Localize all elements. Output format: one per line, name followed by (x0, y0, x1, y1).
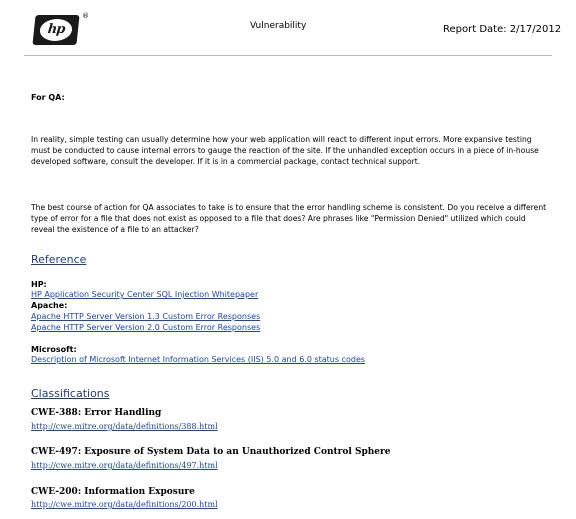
report-header (0, 0, 576, 56)
apache-heading: Apache: (31, 301, 68, 310)
registered-mark: ® (82, 12, 89, 20)
hp-whitepaper-link[interactable]: HP Application Security Center SQL Injection Whitepaper (31, 290, 259, 299)
hp-logo-circle (39, 19, 73, 41)
cwe-200-link[interactable]: http://cwe.mitre.org/data/definitions/200.html (31, 500, 218, 509)
cwe-200-title: CWE-200: Information Exposure (31, 487, 195, 497)
qa-paragraph-1: In reality, simple testing can usually determine how your web application will react to different input errors. More expansive testing must be conducted to cause internal errors to gauge the reaction of the site. If the unhandled exception occurs in a piece of in-house developed software, consult the developer. If it is in a commercial package, contact technical support. (31, 135, 539, 166)
hp-logo-text: hp (46, 22, 66, 37)
apache-13-link[interactable]: Apache HTTP Server Version 1.3 Custom Error Responses (31, 312, 261, 321)
qa-heading: For QA: (31, 93, 65, 102)
cwe-497-title: CWE-497: Exposure of System Data to an Unauthorized Control Sphere (31, 447, 391, 457)
report-date: Report Date: 2/17/2012 (443, 24, 562, 35)
hp-logo (32, 15, 79, 45)
cwe-388-link[interactable]: http://cwe.mitre.org/data/definitions/388.html (31, 422, 218, 431)
apache-20-link[interactable]: Apache HTTP Server Version 2.0 Custom Error Responses (31, 323, 261, 332)
microsoft-iis-link[interactable]: Description of Microsoft Internet Information Services (IIS) 5.0 and 6.0 status codes (31, 355, 366, 364)
classifications-title: Classifications (31, 387, 110, 400)
page-title: Vulnerability (250, 21, 307, 31)
qa-paragraph-2: The best course of action for QA associates to take is to ensure that the error handling scheme is consistent. Do you receive a different type of error for a file that does not exist as opposed to a file that does? Are phrases like "Permission Denied" utilized which could reveal the existence of a file to an attacker? (31, 203, 547, 234)
cwe-497-link[interactable]: http://cwe.mitre.org/data/definitions/497.html (31, 461, 218, 470)
reference-title: Reference (31, 253, 87, 266)
microsoft-heading: Microsoft: (31, 345, 77, 354)
cwe-388-title: CWE-388: Error Handling (31, 408, 162, 418)
header-divider (24, 55, 552, 56)
hp-heading: HP: (31, 280, 47, 289)
